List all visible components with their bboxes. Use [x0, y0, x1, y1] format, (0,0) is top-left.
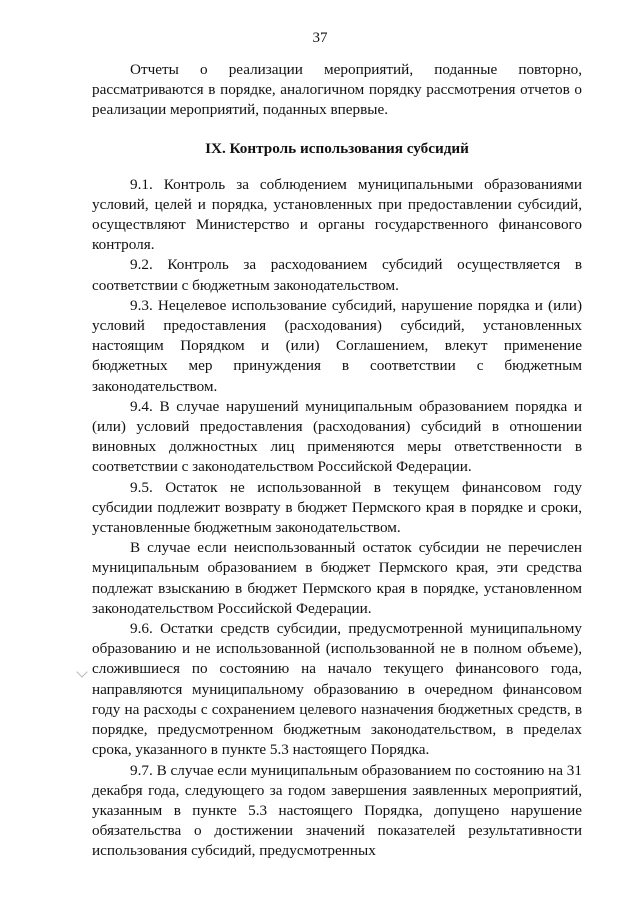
section-heading: IX. Контроль использования субсидий — [205, 139, 469, 157]
paragraph-9-7: 9.7. В случае если муниципальным образованием по состоянию на 31 декабря года, следующего за годом завершения заявленных мероприятий, указанным в пункте 5.3 настоящего Порядка, допущено нарушение обязательства о достижении значений показателей результативности использования субсидий, предусмотренных — [92, 761, 582, 860]
page-number: 37 — [312, 30, 328, 46]
paragraph-9-6: 9.6. Остатки средств субсидии, предусмотренной муниципальному образованию и не использованной (использованной не в полном объеме), сложившиеся по состоянию на начало текущего финансового года, направляются муниципальному образованию в очередном финансовом году на расходы с сохранением целевого назначения бюджетных средств, в порядке, предусмотренном бюджетным законодательством, в пределах срока, указанного в пункте 5.3 настоящего Порядка. — [92, 620, 582, 759]
paragraph-9-3: 9.3. Нецелевое использование субсидий, нарушение порядка и (или) условий предоставления (расходования) субсидий, установленных настоящим Порядком и (или) Соглашением, влекут применение бюджетных мер принуждения в соответствии с бюджетным законодательством. — [92, 296, 582, 395]
paragraph-9-5: 9.5. Остаток не использованной в текущем финансовом году субсидии подлежит возврату в бюджет Пермского края в порядке и сроки, установленные бюджетным законодательством. — [92, 478, 582, 537]
paragraph-9-4: 9.4. В случае нарушений муниципальным образованием порядка и (или) условий предоставления (расходования) субсидий в отношении виновных должностных лиц применяются меры ответственности в соответствии с законодательством Российской Федерации. — [92, 397, 582, 476]
page-content — [92, 60, 582, 862]
paragraph-9-5-continued: В случае если неиспользованный остаток субсидии не перечислен муниципальным образованием в бюджет Пермского края, эти средства подлежат взысканию в бюджет Пермского края в порядке, установленном законодательством Российской Федерации. — [92, 539, 582, 617]
margin-check-mark — [76, 666, 87, 677]
paragraph-9-1: 9.1. Контроль за соблюдением муниципальными образованиями условий, целей и порядка, установленных при предоставлении субсидий, осуществляют Министерство и органы государственного финансового контроля. — [92, 175, 582, 254]
paragraph-intro: Отчеты о реализации мероприятий, поданные повторно, рассматриваются в порядке, аналогичном порядку рассмотрения отчетов о реализации мероприятий, поданных впервые. — [92, 61, 582, 119]
paragraph-9-2: 9.2. Контроль за расходованием субсидий осуществляется в соответствии с бюджетным законодательством. — [92, 256, 582, 294]
